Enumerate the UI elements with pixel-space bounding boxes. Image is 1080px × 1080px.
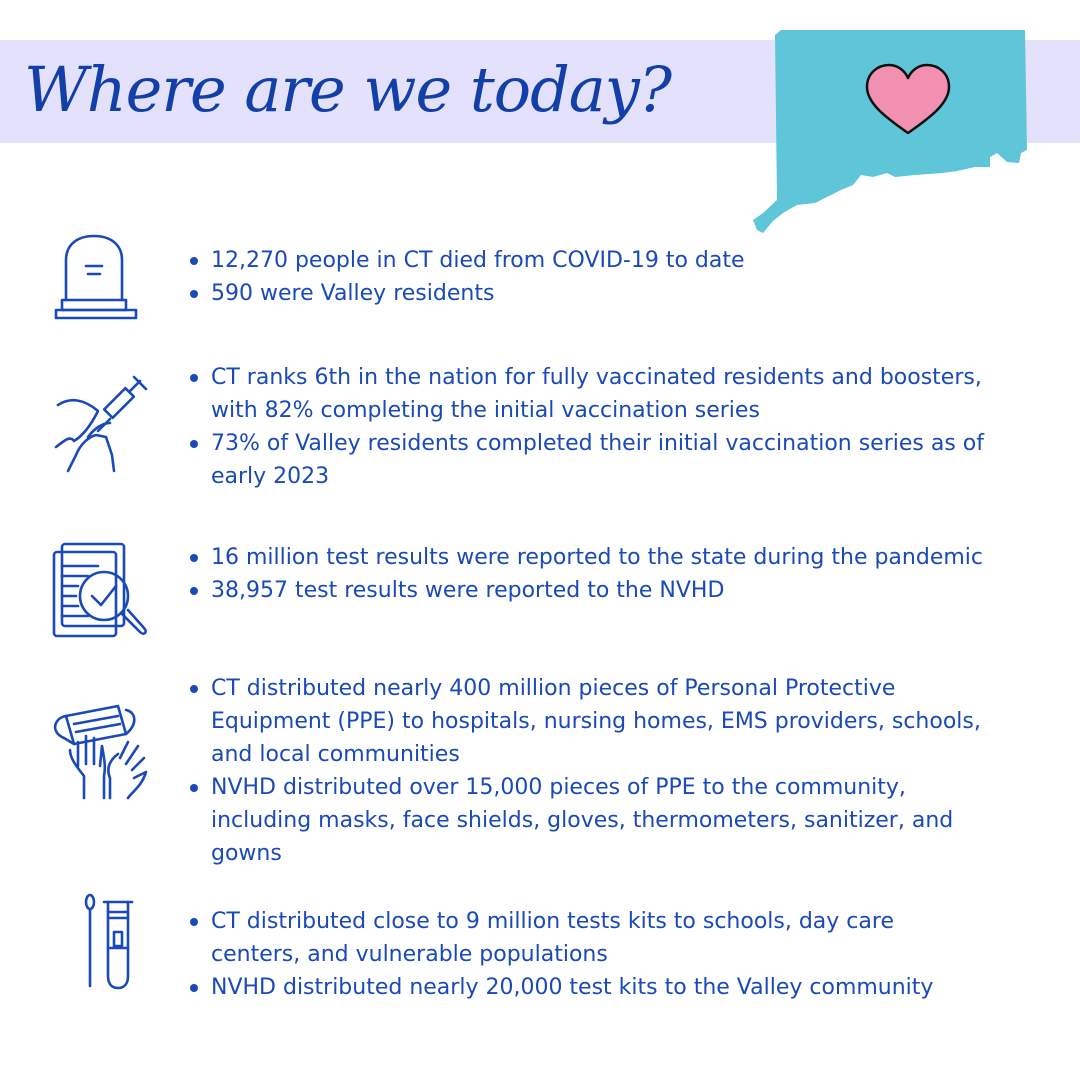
mask-gloves-icon xyxy=(48,702,158,812)
test-kits-bullet-2: NVHD distributed nearly 20,000 test kits to the Valley community xyxy=(188,971,988,1004)
vaccination-bullet-1: CT ranks 6th in the nation for fully vaccinated residents and boosters, with 82% completing the initial vaccination series xyxy=(188,361,988,427)
ppe-bullet-1: CT distributed nearly 400 million pieces of Personal Protective Equipment (PPE) to hospitals, nursing homes, EMS providers, schools, and local communities xyxy=(188,672,988,771)
vaccine-syringe-icon xyxy=(48,375,158,485)
connecticut-map-icon xyxy=(745,25,1045,240)
vaccination-bullet-2: 73% of Valley residents completed their initial vaccination series as of early 2023 xyxy=(188,427,988,493)
page-title: Where are we today? xyxy=(24,53,672,126)
test-kits-bullet-1: CT distributed close to 9 million tests kits to schools, day care centers, and vulnerable populations xyxy=(188,905,988,971)
swab-test-tube-icon xyxy=(48,892,158,1002)
test-results-magnifier-icon xyxy=(48,540,158,650)
testing-bullet-1: 16 million test results were reported to the state during the pandemic xyxy=(188,541,988,574)
testing-bullet-2: 38,957 test results were reported to the NVHD xyxy=(188,574,988,607)
gravestone-icon xyxy=(48,230,158,340)
deaths-bullet-2: 590 were Valley residents xyxy=(188,277,988,310)
deaths-bullet-1: 12,270 people in CT died from COVID-19 to date xyxy=(188,244,988,277)
ppe-bullet-2: NVHD distributed over 15,000 pieces of PPE to the community, including masks, face shields, gloves, thermometers, sanitizer, and gowns xyxy=(188,771,988,870)
